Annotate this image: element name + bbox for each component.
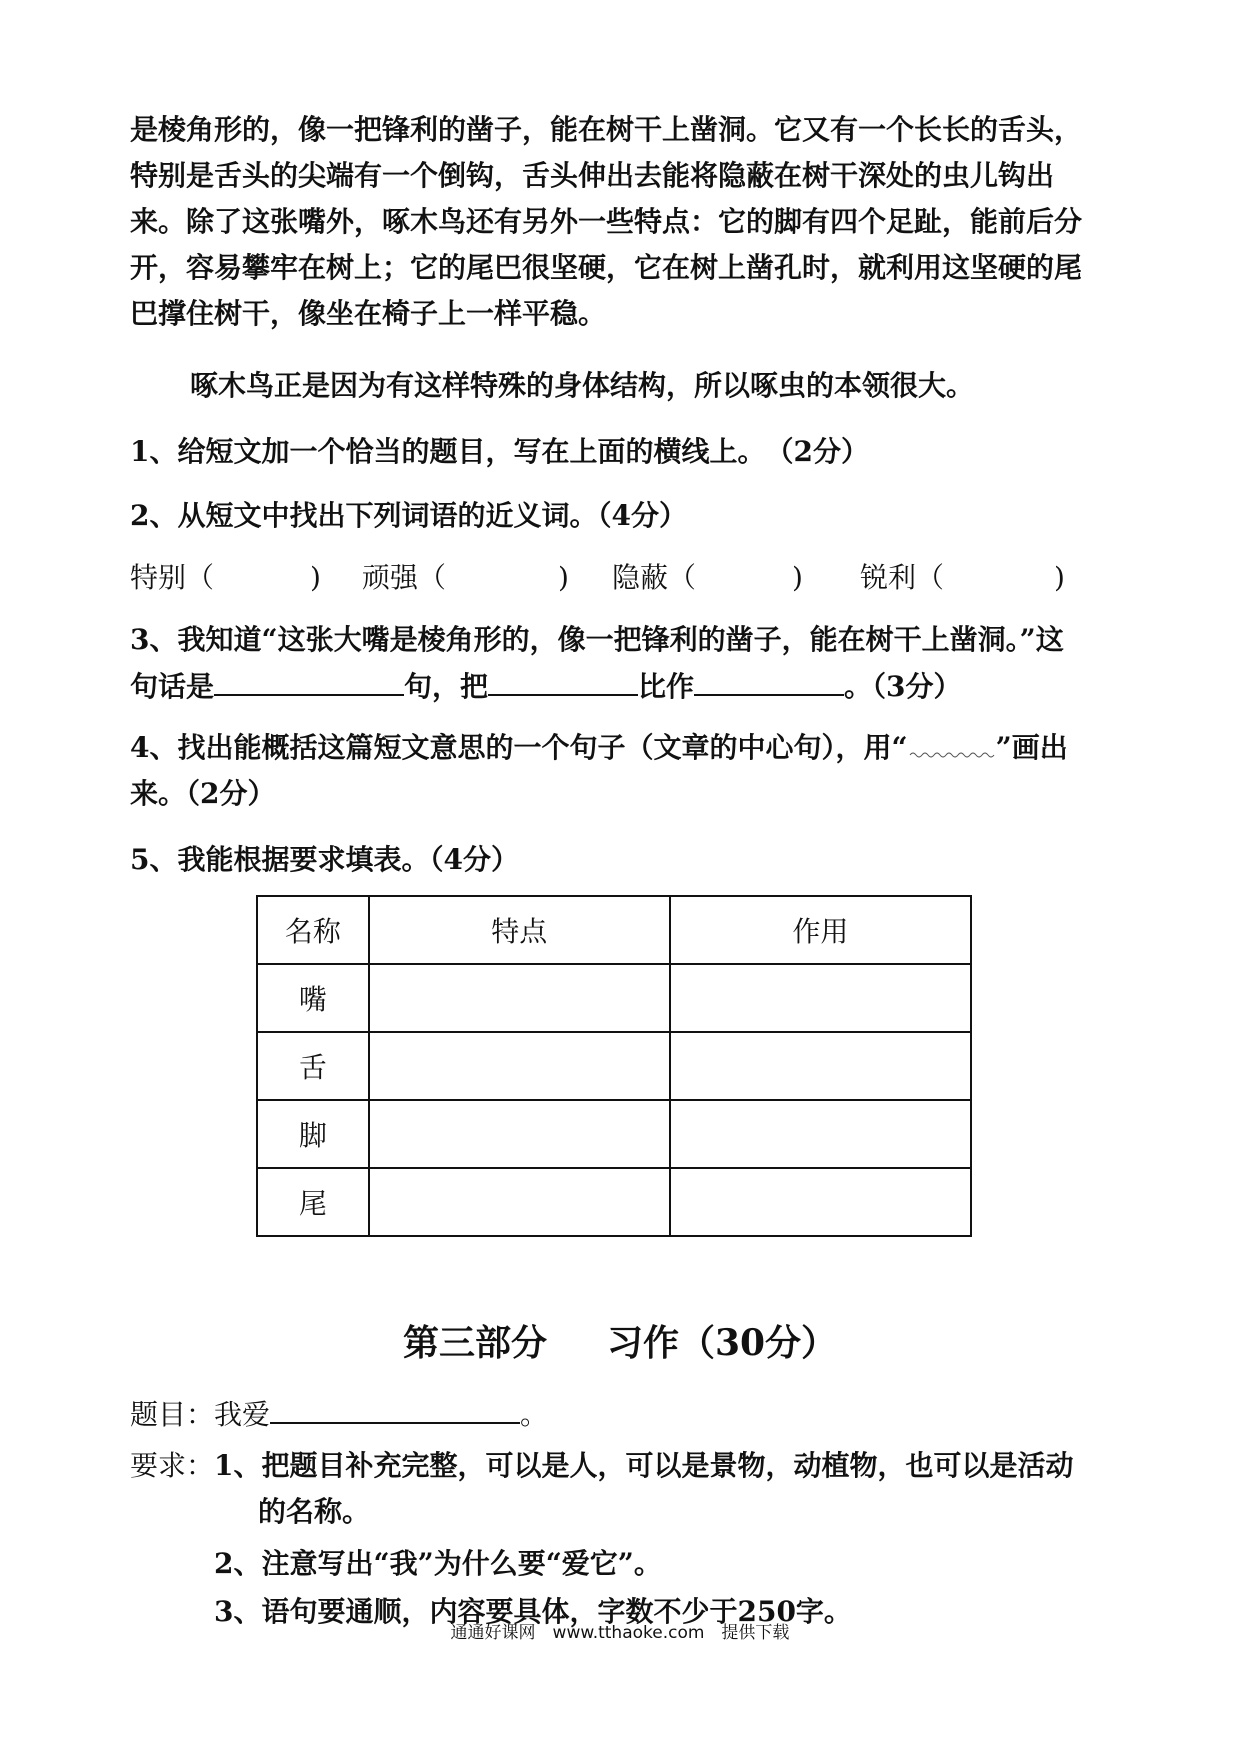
answer-blank-compared[interactable] (694, 664, 844, 696)
table-header-row (257, 896, 971, 964)
synonym-item-3: 隐蔽（ ) (612, 561, 803, 594)
question-5: 5、我能根据要求填表。（4分） (130, 843, 519, 876)
question-3-line-1: 3、我知道“这张大嘴是棱角形的，像一把锋利的凿子，能在树干上凿洞。”这 (130, 623, 1064, 656)
composition-req-1-cont: 的名称。 (258, 1495, 371, 1528)
answer-blank-topic[interactable] (270, 1392, 520, 1424)
table-cell-function[interactable] (670, 1100, 971, 1168)
table-header-name: 名称 (257, 896, 369, 964)
synonym-item-1: 特别（ ) (130, 561, 321, 594)
composition-req-3: 3、语句要通顺，内容要具体，字数不少于250字。 (214, 1595, 852, 1628)
question-4-line-2: 来。（2分） (130, 777, 276, 810)
composition-req-2: 2、注意写出“我”为什么要“爱它”。 (214, 1547, 662, 1580)
footer-credit: 通通好课网 www.tthaoke.com 提供下载 (450, 1623, 790, 1643)
composition-topic: 题目：我爱 。 (130, 1392, 1120, 1437)
synonym-item-4: 锐利（ ) (860, 561, 1065, 594)
composition-req-1: 要求：1、把题目补充完整，可以是人，可以是景物，动植物，也可以是活动 (130, 1449, 1074, 1482)
question-4-line-1: 4、找出能概括这篇短文意思的一个句子（文章的中心句），用“ ”画出 (130, 731, 1068, 764)
table-row-label: 舌 (257, 1032, 369, 1100)
question-1: 1、给短文加一个恰当的题目，写在上面的横线上。 （2分） (130, 435, 869, 468)
table-header-feature: 特点 (369, 896, 670, 964)
passage-line-1: 是棱角形的，像一把锋利的凿子，能在树干上凿洞。它又有一个长长的舌头， (130, 113, 1083, 146)
passage-line-5: 巴撑住树干，像坐在椅子上一样平稳。 (130, 297, 607, 330)
passage-conclusion: 啄木鸟正是因为有这样特殊的身体结构，所以啄虫的本领很大。 (190, 369, 975, 402)
table-row (257, 1168, 971, 1236)
table-cell-function[interactable] (670, 1032, 971, 1100)
answer-blank-sentence-type[interactable] (214, 664, 404, 696)
passage-line-4: 开，容易攀牢在树上；它的尾巴很坚硬，它在树上凿孔时，就利用这坚硬的尾 (130, 251, 1083, 284)
table-row (257, 1032, 971, 1100)
table-cell-feature[interactable] (369, 1032, 670, 1100)
table-row-label: 脚 (257, 1100, 369, 1168)
table-header-function: 作用 (670, 896, 971, 964)
table-cell-feature[interactable] (369, 964, 670, 1032)
wavy-underline-icon (908, 739, 996, 761)
question-3-line-2: 句话是 句，把 比作 。（3分） (130, 664, 1120, 709)
synonym-item-2: 顽强（ ) (362, 561, 569, 594)
table-row-label: 嘴 (257, 964, 369, 1032)
answer-table (256, 895, 972, 1237)
passage-line-3: 来。除了这张嘴外，啄木鸟还有另外一些特点：它的脚有四个足趾，能前后分 (130, 205, 1083, 238)
passage-line-2: 特别是舌头的尖端有一个倒钩，舌头伸出去能将隐蔽在树干深处的虫儿钩出 (130, 159, 1055, 192)
table-cell-function[interactable] (670, 964, 971, 1032)
table-row-label: 尾 (257, 1168, 369, 1236)
table-cell-feature[interactable] (369, 1100, 670, 1168)
answer-blank-subject[interactable] (488, 664, 638, 696)
table-cell-function[interactable] (670, 1168, 971, 1236)
table-row (257, 1100, 971, 1168)
section-title-score: 习作（30分） (606, 1322, 838, 1364)
table-cell-feature[interactable] (369, 1168, 670, 1236)
table-row (257, 964, 971, 1032)
section-title-part: 第三部分 (402, 1322, 547, 1364)
section-title (0, 1318, 1240, 1368)
question-2: 2、从短文中找出下列词语的近义词。（4分） (130, 499, 687, 532)
